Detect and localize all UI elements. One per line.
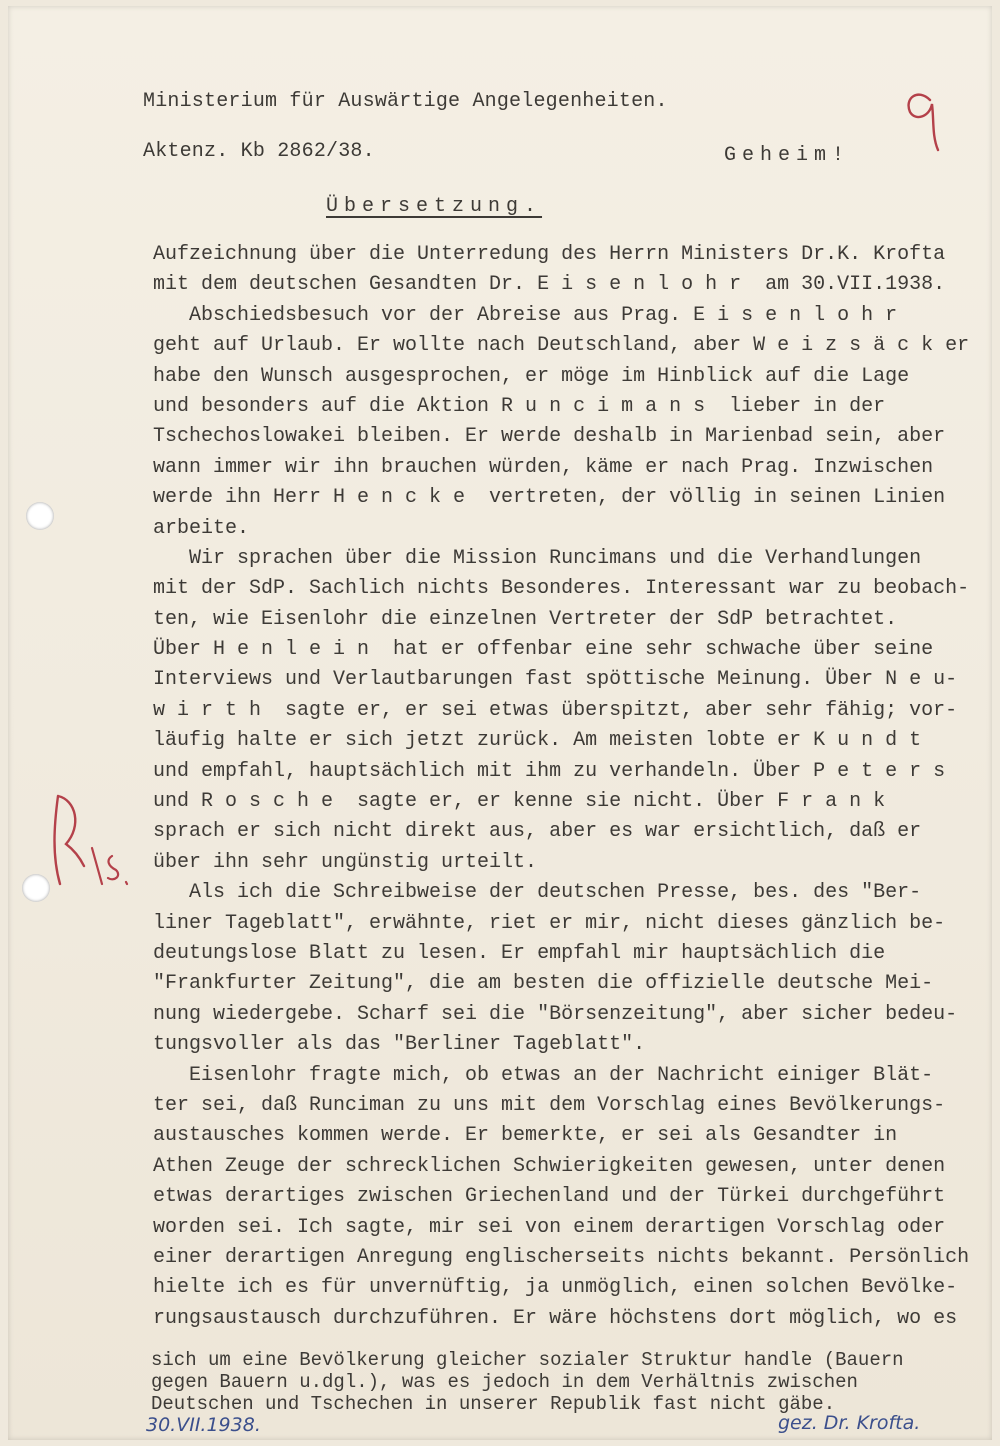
footer-text — [151, 1349, 981, 1415]
text-line: arbeite. — [153, 516, 250, 540]
text-line: sich um eine Bevölkerung gleicher sozialer Struktur handle (Bauern — [151, 1349, 904, 1371]
text-line: Als ich die Schreibweise der deutschen Presse, bes. des "Ber- — [153, 881, 922, 905]
text-line: ter sei, daß Runciman zu uns mit dem Vorschlag eines Bevölkerungs- — [153, 1093, 946, 1117]
body-text — [153, 240, 983, 1334]
text-line: Über H e n l e i n hat er offenbar eine sehr schwache über seine — [153, 638, 934, 662]
text-line: mit der SdP. Sachlich nichts Besonderes. Interessant war zu beobach- — [153, 577, 970, 601]
text-line: tungsvoller als das "Berliner Tageblatt". — [153, 1033, 646, 1057]
text-line: nung wiedergebe. Scharf sei die "Börsenzeitung", aber sicher bedeu- — [153, 1002, 958, 1026]
text-line: habe den Wunsch ausgesprochen, er möge im Hinblick auf die Lage — [153, 364, 910, 388]
text-line: gegen Bauern u.dgl.), was es jedoch in dem Verhältnis zwischen — [151, 1371, 858, 1393]
document-title: Übersetzung. — [326, 195, 543, 218]
text-line: "Frankfurter Zeitung", die am besten die offizielle deutsche Mei- — [153, 972, 934, 996]
document-page — [8, 6, 992, 1440]
text-line: über ihn sehr ungünstig urteilt. — [153, 850, 538, 874]
text-line: ten, wie Eisenlohr die einzelnen Vertreter der SdP betrachtet. — [153, 607, 898, 631]
classification-label: Geheim! — [724, 144, 851, 167]
text-line: Aufzeichnung über die Unterredung des Herrn Ministers Dr.K. Krofta — [153, 243, 946, 266]
text-line: werde ihn Herr H e n c k e vertreten, der völlig in seinen Linien — [153, 486, 946, 510]
text-line: etwas derartiges zwischen Griechenland und der Türkei durchgeführt — [153, 1185, 946, 1209]
text-line: sprach er sich nicht direkt aus, aber es war ersichtlich, daß er — [153, 820, 922, 844]
text-line: Tschechoslowakei bleiben. Er werde deshalb in Marienbad sein, aber — [153, 425, 946, 449]
text-line: und R o s c h e sagte er, er kenne sie nicht. Über F r a n k — [153, 790, 886, 814]
text-line: und besonders auf die Aktion R u n c i m a n s lieber in der — [153, 394, 886, 418]
text-line: Abschiedsbesuch vor der Abreise aus Prag. E i s e n l o h r — [153, 303, 898, 327]
punch-hole — [26, 502, 54, 530]
folio-number — [896, 86, 946, 156]
text-line: rungsaustausch durchzuführen. Er wäre höchstens dort möglich, wo es — [153, 1306, 958, 1330]
handwritten-date: 30.VII.1938. — [146, 1414, 261, 1436]
text-line: und empfahl, hauptsächlich mit ihm zu verhandeln. Über P e t e r s — [153, 759, 946, 783]
text-line: worden sei. Ich sagte, mir sei von einem derartigen Vorschlag oder — [153, 1215, 946, 1239]
text-line: liner Tageblatt", erwähnte, riet er mir, nicht dieses gänzlich be- — [153, 911, 946, 935]
text-line: geht auf Urlaub. Er wollte nach Deutschland, aber W e i z s ä c k er — [153, 334, 970, 358]
text-line: deutungslose Blatt zu lesen. Er empfahl mir hauptsächlich die — [153, 941, 886, 965]
margin-mark — [30, 786, 140, 896]
text-line: Deutschen und Tschechen in unserer Republik fast nicht gäbe. — [151, 1393, 836, 1415]
text-line: einer derartigen Anregung englischerseits nichts bekannt. Persönlich — [153, 1245, 970, 1269]
text-line: läufig halte er sich jetzt zurück. Am meisten lobte er K u n d t — [153, 729, 922, 753]
ministry-header: Ministerium für Auswärtige Angelegenheiten. — [143, 90, 668, 113]
text-line: Wir sprachen über die Mission Runcimans und die Verhandlungen — [153, 546, 922, 570]
text-line: mit dem deutschen Gesandten Dr. E i s e n l o h r am 30.VII.1938. — [153, 273, 946, 297]
text-line: austausches kommen werde. Er bemerkte, er sei als Gesandter in — [153, 1124, 898, 1148]
text-line: hielte ich es für unvernüftig, ja unmöglich, einen solchen Bevölke- — [153, 1276, 958, 1300]
text-line: w i r t h sagte er, er sei etwas überspitzt, aber sehr fähig; vor- — [153, 698, 958, 722]
text-line: Interviews und Verlautbarungen fast spöttische Meinung. Über N e u- — [153, 668, 958, 692]
text-line: wann immer wir ihn brauchen würden, käme er nach Prag. Inzwischen — [153, 455, 934, 479]
text-line: Eisenlohr fragte mich, ob etwas an der Nachricht einiger Blät- — [153, 1063, 934, 1087]
signature: gez. Dr. Krofta. — [778, 1412, 921, 1434]
text-line: Athen Zeuge der schrecklichen Schwierigkeiten gewesen, unter denen — [153, 1154, 946, 1178]
file-reference: Aktenz. Kb 2862/38. — [143, 140, 375, 163]
